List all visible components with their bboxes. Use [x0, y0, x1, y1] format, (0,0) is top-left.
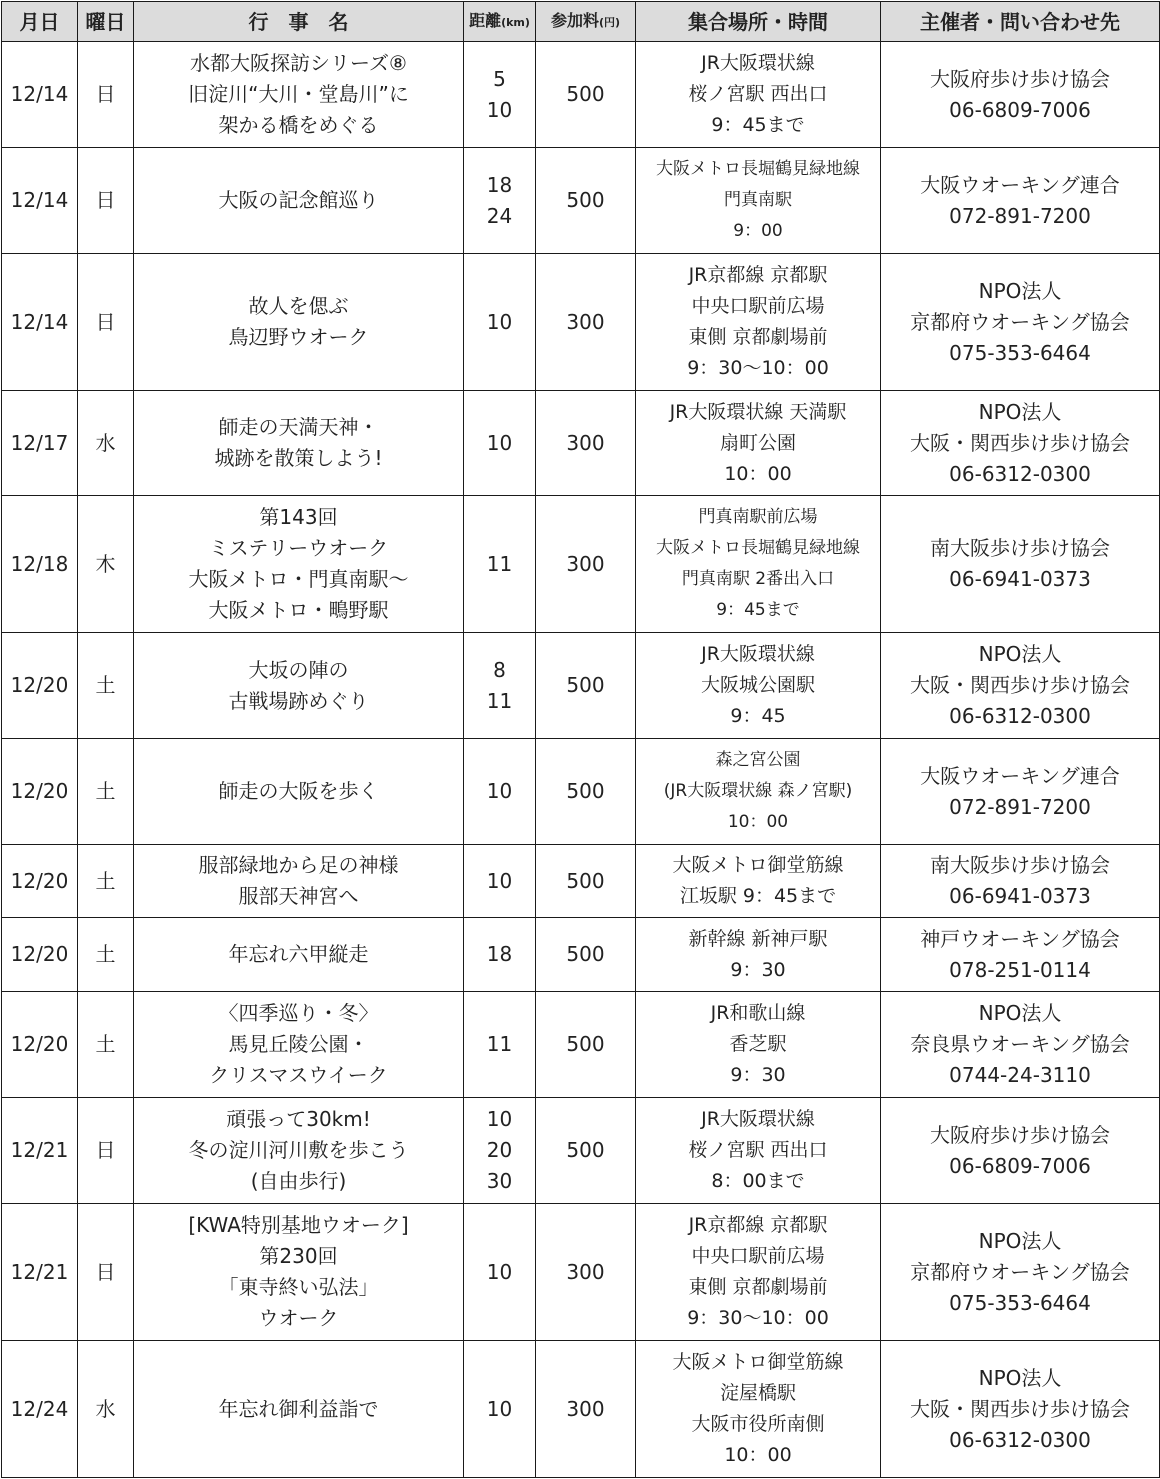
cell-event-name: 〈四季巡り・冬〉 馬見丘陵公園・ クリスマスウイーク: [134, 992, 464, 1098]
cell-organizer: 大阪ウオーキング連合 072-891-7200: [881, 148, 1160, 254]
table-row: [2, 1204, 1160, 1341]
cell-meeting-place: JR和歌山線 香芝駅 9：30: [636, 992, 881, 1098]
cell-date: 12/14: [2, 254, 78, 391]
cell-distance: 10: [464, 845, 536, 918]
table-row: [2, 496, 1160, 633]
header-fee-label: 参加料: [550, 10, 599, 30]
header-distance-unit: (km): [501, 15, 530, 29]
cell-distance: 11: [464, 496, 536, 633]
cell-fee: 500: [536, 992, 636, 1098]
cell-event-name: 大阪の記念館巡り: [134, 148, 464, 254]
cell-date: 12/24: [2, 1341, 78, 1478]
header-fee-unit: (円): [598, 15, 621, 29]
cell-weekday: 日: [78, 254, 134, 391]
cell-event-name: 大坂の陣の 古戦場跡めぐり: [134, 633, 464, 739]
cell-date: 12/18: [2, 496, 78, 633]
header-weekday: 曜日: [78, 2, 134, 42]
cell-fee: 300: [536, 496, 636, 633]
table-row: [2, 254, 1160, 391]
cell-meeting-place: JR大阪環状線 大阪城公園駅 9：45: [636, 633, 881, 739]
table-row: [2, 391, 1160, 496]
cell-weekday: 日: [78, 1098, 134, 1204]
cell-fee: 500: [536, 633, 636, 739]
cell-event-name: 水都大阪探訪シリーズ⑧ 旧淀川“大川・堂島川”に 架かる橋をめぐる: [134, 42, 464, 148]
cell-date: 12/20: [2, 992, 78, 1098]
cell-organizer: NPO法人 大阪・関西歩け歩け協会 06-6312-0300: [881, 391, 1160, 496]
cell-meeting-place: 大阪メトロ御堂筋線 淀屋橋駅 大阪市役所南側 10：00: [636, 1341, 881, 1478]
cell-organizer: 南大阪歩け歩け協会 06-6941-0373: [881, 845, 1160, 918]
cell-weekday: 土: [78, 845, 134, 918]
cell-event-name: 師走の大阪を歩く: [134, 739, 464, 845]
cell-date: 12/20: [2, 845, 78, 918]
cell-event-name: 師走の天満天神・ 城跡を散策しよう!: [134, 391, 464, 496]
cell-meeting-place: JR大阪環状線 桜ノ宮駅 西出口 8：00まで: [636, 1098, 881, 1204]
header-meeting-place: 集合場所・時間: [636, 2, 881, 42]
cell-fee: 500: [536, 739, 636, 845]
cell-weekday: 水: [78, 391, 134, 496]
cell-date: 12/17: [2, 391, 78, 496]
cell-meeting-place: 大阪メトロ御堂筋線 江坂駅 9：45まで: [636, 845, 881, 918]
cell-distance: 10: [464, 739, 536, 845]
header-row: [2, 2, 1160, 42]
cell-fee: 500: [536, 1098, 636, 1204]
cell-organizer: NPO法人 大阪・関西歩け歩け協会 06-6312-0300: [881, 1341, 1160, 1478]
cell-organizer: 大阪ウオーキング連合 072-891-7200: [881, 739, 1160, 845]
cell-weekday: 土: [78, 739, 134, 845]
cell-distance: 11: [464, 992, 536, 1098]
cell-weekday: 日: [78, 148, 134, 254]
cell-organizer: NPO法人 京都府ウオーキング協会 075-353-6464: [881, 254, 1160, 391]
cell-weekday: 水: [78, 1341, 134, 1478]
header-date: 月日: [2, 2, 78, 42]
cell-weekday: 日: [78, 42, 134, 148]
cell-organizer: NPO法人 京都府ウオーキング協会 075-353-6464: [881, 1204, 1160, 1341]
cell-date: 12/21: [2, 1204, 78, 1341]
cell-date: 12/21: [2, 1098, 78, 1204]
cell-organizer: NPO法人 奈良県ウオーキング協会 0744-24-3110: [881, 992, 1160, 1098]
table-row: [2, 739, 1160, 845]
cell-meeting-place: JR京都線 京都駅 中央口駅前広場 東側 京都劇場前 9：30〜10：00: [636, 1204, 881, 1341]
table-row: [2, 845, 1160, 918]
cell-meeting-place: 新幹線 新神戸駅 9：30: [636, 918, 881, 992]
header-event-name: 行 事 名: [134, 2, 464, 42]
table-row: [2, 1341, 1160, 1478]
cell-meeting-place: JR京都線 京都駅 中央口駅前広場 東側 京都劇場前 9：30〜10：00: [636, 254, 881, 391]
cell-event-name: 年忘れ御利益詣で: [134, 1341, 464, 1478]
cell-weekday: 木: [78, 496, 134, 633]
cell-organizer: 大阪府歩け歩け協会 06-6809-7006: [881, 1098, 1160, 1204]
cell-distance: 5 10: [464, 42, 536, 148]
cell-distance: 10: [464, 254, 536, 391]
cell-distance: 10: [464, 1204, 536, 1341]
cell-fee: 300: [536, 1341, 636, 1478]
cell-fee: 300: [536, 391, 636, 496]
cell-weekday: 土: [78, 992, 134, 1098]
cell-date: 12/14: [2, 42, 78, 148]
cell-meeting-place: 森之宮公園 (JR大阪環状線 森ノ宮駅) 10：00: [636, 739, 881, 845]
cell-weekday: 日: [78, 1204, 134, 1341]
cell-event-name: 頑張って30km! 冬の淀川河川敷を歩こう (自由歩行): [134, 1098, 464, 1204]
table-row: [2, 148, 1160, 254]
cell-organizer: 神戸ウオーキング協会 078-251-0114: [881, 918, 1160, 992]
cell-event-name: [KWA特別基地ウオーク] 第230回 「東寺終い弘法」 ウオーク: [134, 1204, 464, 1341]
header-organizer: 主催者・問い合わせ先: [881, 2, 1160, 42]
header-fee: [536, 2, 636, 42]
cell-fee: 500: [536, 148, 636, 254]
cell-date: 12/20: [2, 918, 78, 992]
events-table: [1, 1, 1160, 1478]
cell-distance: 18: [464, 918, 536, 992]
cell-fee: 500: [536, 845, 636, 918]
cell-distance: 18 24: [464, 148, 536, 254]
header-distance: [464, 2, 536, 42]
table-row: [2, 918, 1160, 992]
cell-distance: 10: [464, 1341, 536, 1478]
cell-event-name: 故人を偲ぶ 鳥辺野ウオーク: [134, 254, 464, 391]
cell-fee: 500: [536, 918, 636, 992]
cell-meeting-place: 大阪メトロ長堀鶴見緑地線 門真南駅 9：00: [636, 148, 881, 254]
cell-organizer: 大阪府歩け歩け協会 06-6809-7006: [881, 42, 1160, 148]
header-distance-label: 距離: [469, 10, 502, 30]
cell-fee: 500: [536, 42, 636, 148]
cell-organizer: 南大阪歩け歩け協会 06-6941-0373: [881, 496, 1160, 633]
cell-distance: 10: [464, 391, 536, 496]
cell-date: 12/20: [2, 739, 78, 845]
table-row: [2, 1098, 1160, 1204]
cell-date: 12/14: [2, 148, 78, 254]
table-row: [2, 42, 1160, 148]
cell-distance: 10 20 30: [464, 1098, 536, 1204]
cell-event-name: 年忘れ六甲縦走: [134, 918, 464, 992]
cell-date: 12/20: [2, 633, 78, 739]
cell-meeting-place: JR大阪環状線 天満駅 扇町公園 10：00: [636, 391, 881, 496]
cell-event-name: 第143回 ミステリーウオーク 大阪メトロ・門真南駅〜 大阪メトロ・鴫野駅: [134, 496, 464, 633]
cell-fee: 300: [536, 1204, 636, 1341]
cell-weekday: 土: [78, 918, 134, 992]
cell-fee: 300: [536, 254, 636, 391]
cell-meeting-place: 門真南駅前広場 大阪メトロ長堀鶴見緑地線 門真南駅 2番出入口 9：45まで: [636, 496, 881, 633]
table-row: [2, 992, 1160, 1098]
cell-organizer: NPO法人 大阪・関西歩け歩け協会 06-6312-0300: [881, 633, 1160, 739]
cell-event-name: 服部緑地から足の神様 服部天神宮へ: [134, 845, 464, 918]
cell-weekday: 土: [78, 633, 134, 739]
cell-meeting-place: JR大阪環状線 桜ノ宮駅 西出口 9：45まで: [636, 42, 881, 148]
cell-distance: 8 11: [464, 633, 536, 739]
table-row: [2, 633, 1160, 739]
